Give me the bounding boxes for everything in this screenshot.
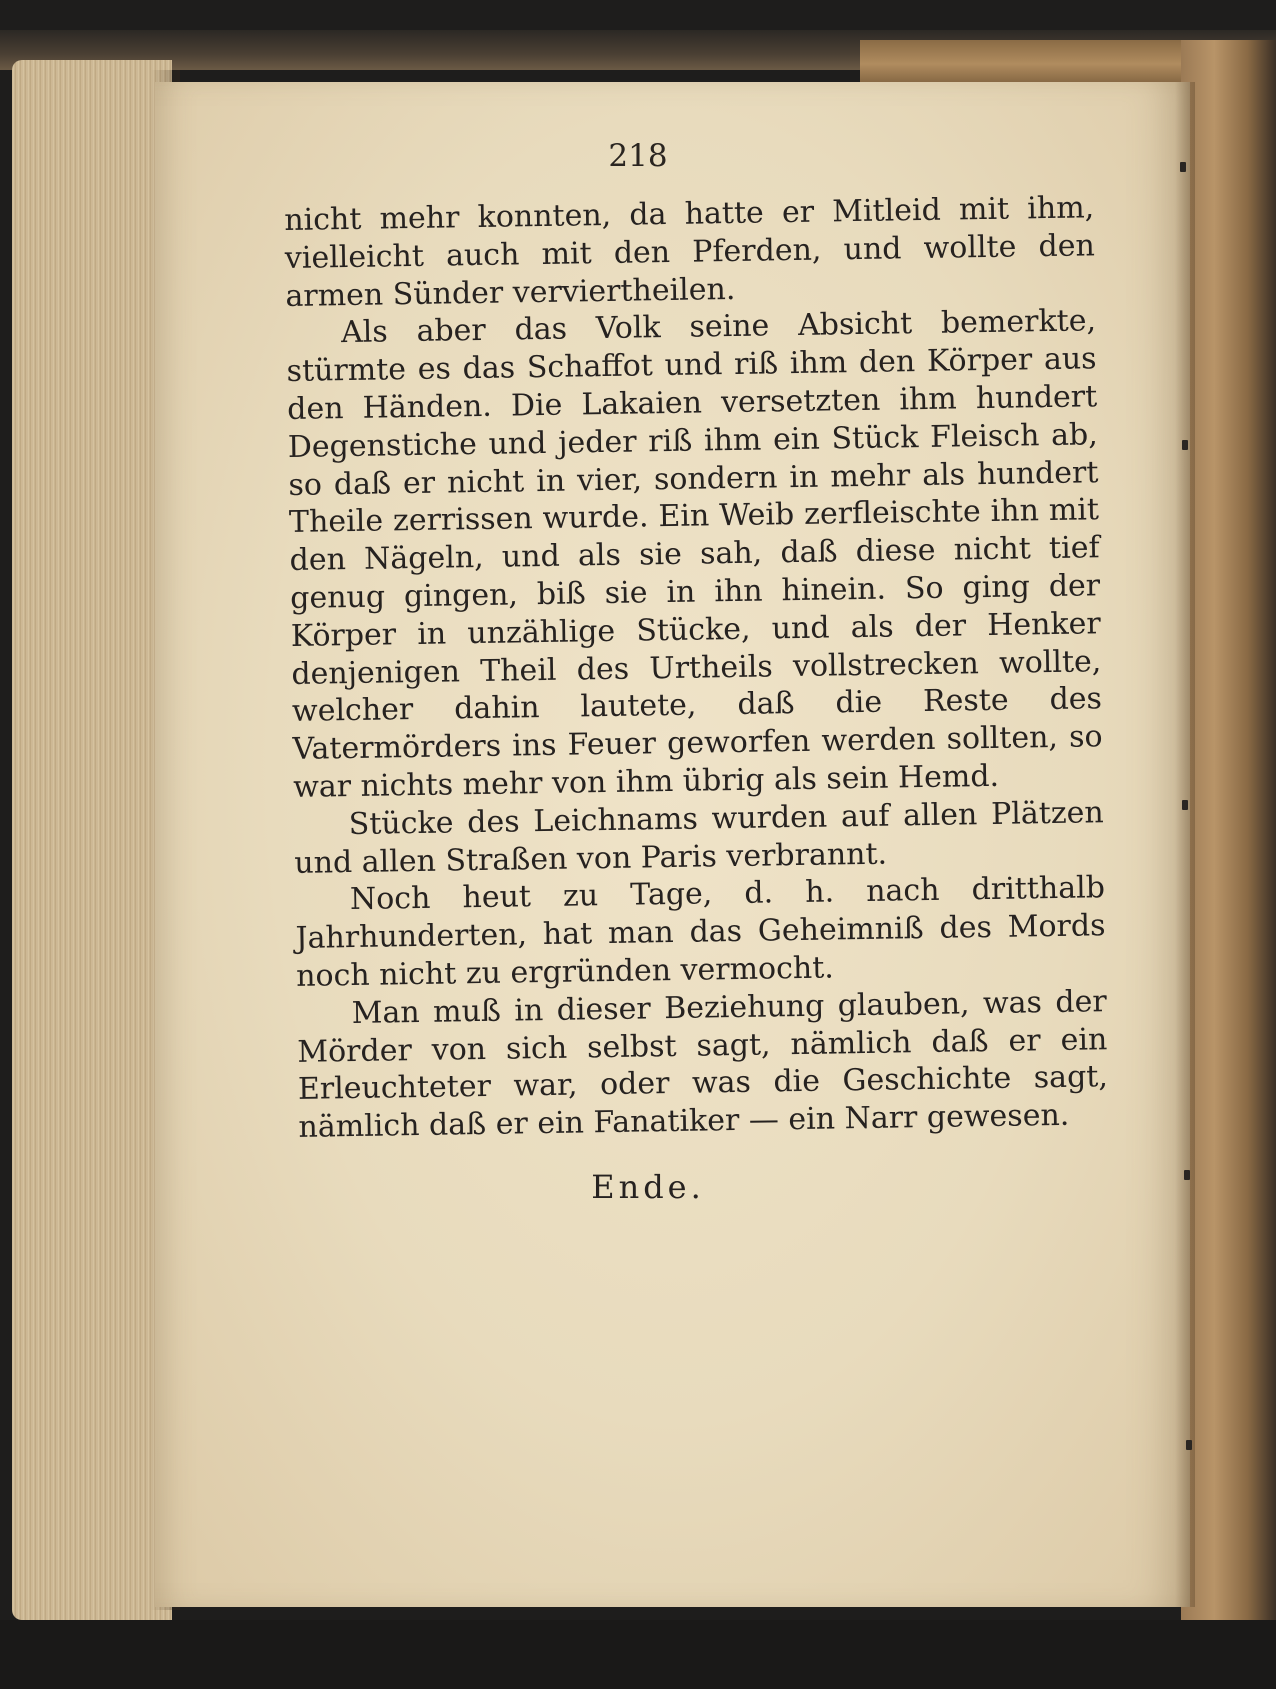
book-cover-right: [1181, 40, 1276, 1640]
binding-thread-mark: [1182, 440, 1188, 450]
paragraph: Man muß in dieser Beziehung glauben, was der Mörder von sich selbst sagt, nämlich daß er ein Erleuchteter war, oder was die Geschichte sagt, nämlich daß er ein Fanatiker — ein Narr gewesen.: [297, 983, 1109, 1146]
page-gutter: [1175, 82, 1195, 1607]
paragraph: Als aber das Volk seine Absicht bemerkte, stürmte es das Schaffot und riß ihm den Körper aus den Händen. Die Lakaien versetzten ihm hundert Degenstiche und jeder riß ihm ein Stück Fleisch ab, so daß er nicht in vier, sondern in mehr als hundert Theile zerrissen wurde. Ein Weib zerfleischte ihn mit den Nägeln, und als sie sah, daß diese nicht tief genug gingen, biß sie in ihn hinein. So ging der Körper in unzählige Stücke, und als der Henker denjenigen Theil des Urtheils vollstrecken wollte, welcher dahin lautete, daß die Reste des Vatermörders ins Feuer geworfen werden sollten, so war nichts mehr von ihm übrig als sein Hemd.: [286, 303, 1103, 805]
ending-mark: Ende.: [591, 1168, 705, 1206]
body-text: [284, 189, 1109, 1147]
binding-thread-mark: [1186, 1440, 1192, 1450]
binding-thread-mark: [1182, 800, 1188, 810]
paragraph: Stücke des Leichnams wurden auf allen Plätzen und allen Straßen von Paris verbrannt.: [294, 794, 1104, 881]
page-number: 218: [608, 138, 668, 174]
page-edges: [12, 60, 172, 1620]
paragraph: nicht mehr konnten, da hatte er Mitleid mit ihm, vielleicht auch mit den Pferden, und wollte den armen Sünder verviertheilen.: [284, 190, 1096, 314]
background-bottom: [0, 1620, 1276, 1689]
paragraph: Noch heut zu Tage, d. h. nach dritthalb Jahrhunderten, hat man das Geheimniß des Mords noch nicht zu ergründen vermocht.: [295, 870, 1106, 994]
